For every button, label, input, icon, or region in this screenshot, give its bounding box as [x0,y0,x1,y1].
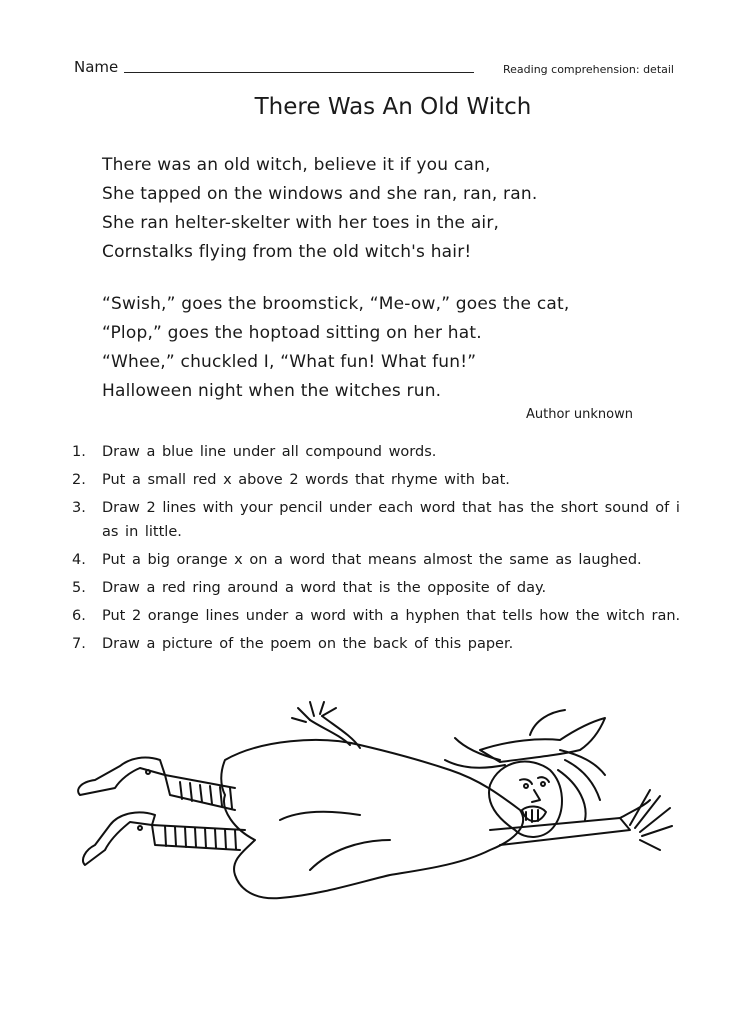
question-number: 3. [72,500,86,516]
question-text: Draw a red ring around a word that is the opposite of day. [102,580,547,596]
question-text: Draw a blue line under all compound words. [102,444,437,460]
question-item [72,440,692,464]
poem-line: “Swish,” goes the broomstick, “Me-ow,” goes the cat, [102,294,570,314]
question-number: 4. [72,552,86,568]
question-item [72,632,692,656]
poem-line: Halloween night when the witches run. [102,381,442,401]
flying-witch-icon [60,700,700,910]
question-text: Draw 2 lines with your pencil under each word that has the short sound of i as in little. [102,500,680,540]
poem-line: She tapped on the windows and she ran, ran, ran. [102,184,538,204]
question-item [72,604,692,628]
poem-author: Author unknown [526,407,633,422]
question-text: Put a big orange x on a word that means almost the same as laughed. [102,552,642,568]
name-write-line [124,72,474,73]
question-text: Put a small red x above 2 words that rhyme with bat. [102,472,510,488]
poem-line: Cornstalks flying from the old witch's hair! [102,242,472,262]
question-number: 6. [72,608,86,624]
question-number: 2. [72,472,86,488]
skill-label: Reading comprehension: detail [503,63,674,76]
poem-stanza-1 [102,151,537,267]
name-label: Name [74,58,119,76]
question-number: 5. [72,580,86,596]
question-item [72,576,692,600]
question-item [72,548,692,572]
poem-line: She ran helter-skelter with her toes in the air, [102,213,500,233]
question-list [72,440,692,660]
poem-line: “Plop,” goes the hoptoad sitting on her hat. [102,323,482,343]
poem-line: “Whee,” chuckled I, “What fun! What fun!” [102,352,477,372]
page-title: There Was An Old Witch [254,94,532,120]
poem-stanza-2 [102,290,569,406]
question-item [72,468,692,492]
poem-line: There was an old witch, believe it if you can, [102,155,491,175]
question-number: 7. [72,636,86,652]
question-text: Draw a picture of the poem on the back of this paper. [102,636,514,652]
question-number: 1. [72,444,86,460]
question-item [72,496,692,544]
question-text: Put 2 orange lines under a word with a hyphen that tells how the witch ran. [102,608,681,624]
